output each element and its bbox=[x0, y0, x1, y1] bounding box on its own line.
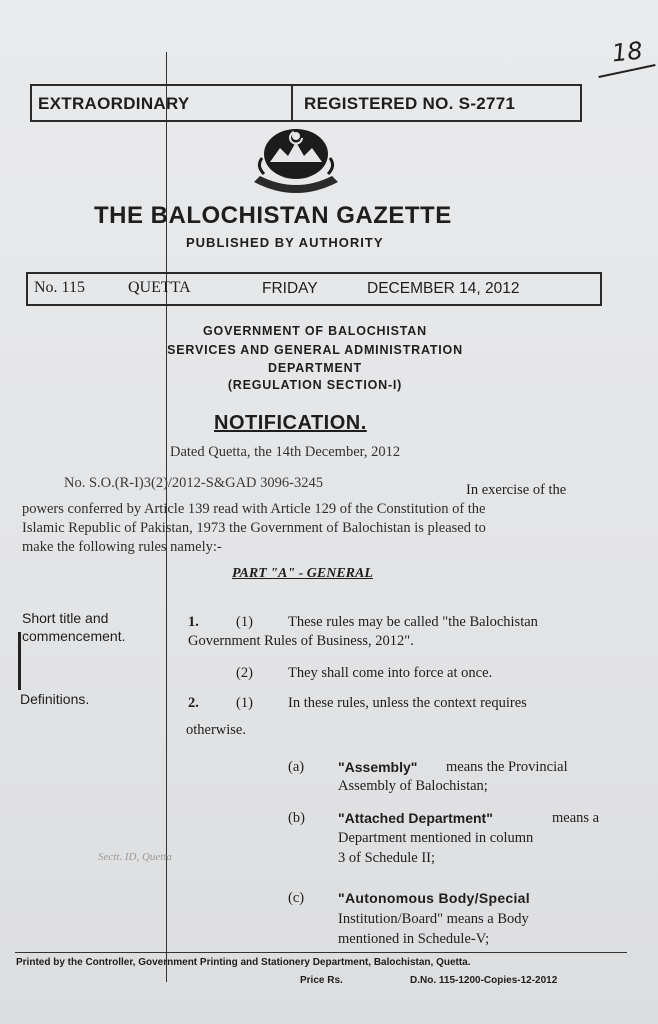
def-a-label: (a) bbox=[288, 759, 305, 775]
dept-line-1: GOVERNMENT OF BALOCHISTAN bbox=[203, 324, 427, 338]
notification-ref: No. S.O.(R-I)3(2)/2012-S&GAD 3096-3245 bbox=[64, 475, 323, 491]
gazette-title: THE BALOCHISTAN GAZETTE bbox=[94, 202, 452, 229]
emblem-icon bbox=[246, 126, 346, 205]
s2-side-definitions: Definitions. bbox=[20, 691, 90, 707]
def-b-rest-b: Department mentioned in column bbox=[338, 830, 534, 846]
page-number: 18 bbox=[610, 36, 644, 68]
def-b-label: (b) bbox=[288, 810, 305, 826]
margin-bracket bbox=[18, 632, 21, 690]
def-a-rest-b: Assembly of Balochistan; bbox=[338, 778, 488, 794]
def-c-rest-b: Institution/Board" means a Body bbox=[338, 911, 529, 927]
s1-number: 1. bbox=[188, 614, 199, 630]
s1-text2: They shall come into force at once. bbox=[288, 665, 493, 681]
header-registered-no: REGISTERED NO. S-2771 bbox=[304, 94, 516, 113]
s1-sub1: (1) bbox=[236, 614, 253, 630]
faded-stamp: Sectt. ID, Quetta bbox=[98, 851, 172, 863]
s2-text-a: In these rules, unless the context requires bbox=[288, 695, 527, 711]
notification-para-line-2: Islamic Republic of Pakistan, 1973 the Government of Balochistan is pleased to bbox=[22, 520, 486, 536]
notification-para-line-1: powers conferred by Article 139 read with Article 129 of the Constitution of the bbox=[22, 501, 486, 517]
s2-number: 2. bbox=[188, 695, 199, 711]
footer-printer: Printed by the Controller, Government Printing and Stationery Department, Balochistan, Quetta. bbox=[16, 957, 471, 968]
header-divider bbox=[291, 86, 293, 120]
s1-text1-b: Government Rules of Business, 2012". bbox=[188, 633, 414, 649]
issue-day: FRIDAY bbox=[262, 280, 318, 297]
issue-number: No. 115 bbox=[34, 279, 85, 296]
s2-text-b: otherwise. bbox=[186, 722, 246, 738]
def-a-rest-a: means the Provincial bbox=[446, 759, 568, 775]
def-a-term: "Assembly" bbox=[338, 759, 418, 775]
notification-para-line-3: make the following rules namely:- bbox=[22, 539, 222, 555]
def-c-term: "Autonomous Body/Special bbox=[338, 890, 530, 906]
issue-date: DECEMBER 14, 2012 bbox=[367, 280, 520, 297]
gazette-subtitle: PUBLISHED BY AUTHORITY bbox=[186, 235, 384, 250]
s1-side-title: Short title and bbox=[22, 610, 109, 626]
notification-dated: Dated Quetta, the 14th December, 2012 bbox=[170, 444, 401, 460]
def-b-rest-a: means a bbox=[552, 810, 600, 826]
footer-price: Price Rs. bbox=[300, 975, 343, 986]
header-extraordinary: EXTRAORDINARY bbox=[38, 94, 190, 113]
notification-heading: NOTIFICATION. bbox=[214, 412, 367, 434]
def-b-rest-c: 3 of Schedule II; bbox=[338, 850, 436, 866]
dept-line-4: (REGULATION SECTION-I) bbox=[227, 378, 403, 392]
s1-sub2: (2) bbox=[236, 665, 253, 681]
def-c-label: (c) bbox=[288, 890, 305, 906]
s1-side-commencement: commencement. bbox=[22, 628, 126, 644]
s1-text1-a: These rules may be called "the Balochistan bbox=[288, 614, 538, 630]
part-heading: PART "A" - GENERAL bbox=[232, 566, 373, 581]
footer-rule bbox=[15, 952, 627, 953]
def-b-term: "Attached Department" bbox=[338, 810, 493, 826]
issue-place: QUETTA bbox=[128, 279, 191, 296]
footer-dno: D.No. 115-1200-Copies-12-2012 bbox=[410, 975, 558, 986]
dept-line-3: DEPARTMENT bbox=[268, 361, 362, 375]
def-c-rest-c: mentioned in Schedule-V; bbox=[338, 931, 490, 947]
dept-line-2: SERVICES AND GENERAL ADMINISTRATION bbox=[167, 343, 463, 357]
notification-exercise: In exercise of the bbox=[466, 482, 567, 498]
s2-sub1: (1) bbox=[236, 695, 253, 711]
